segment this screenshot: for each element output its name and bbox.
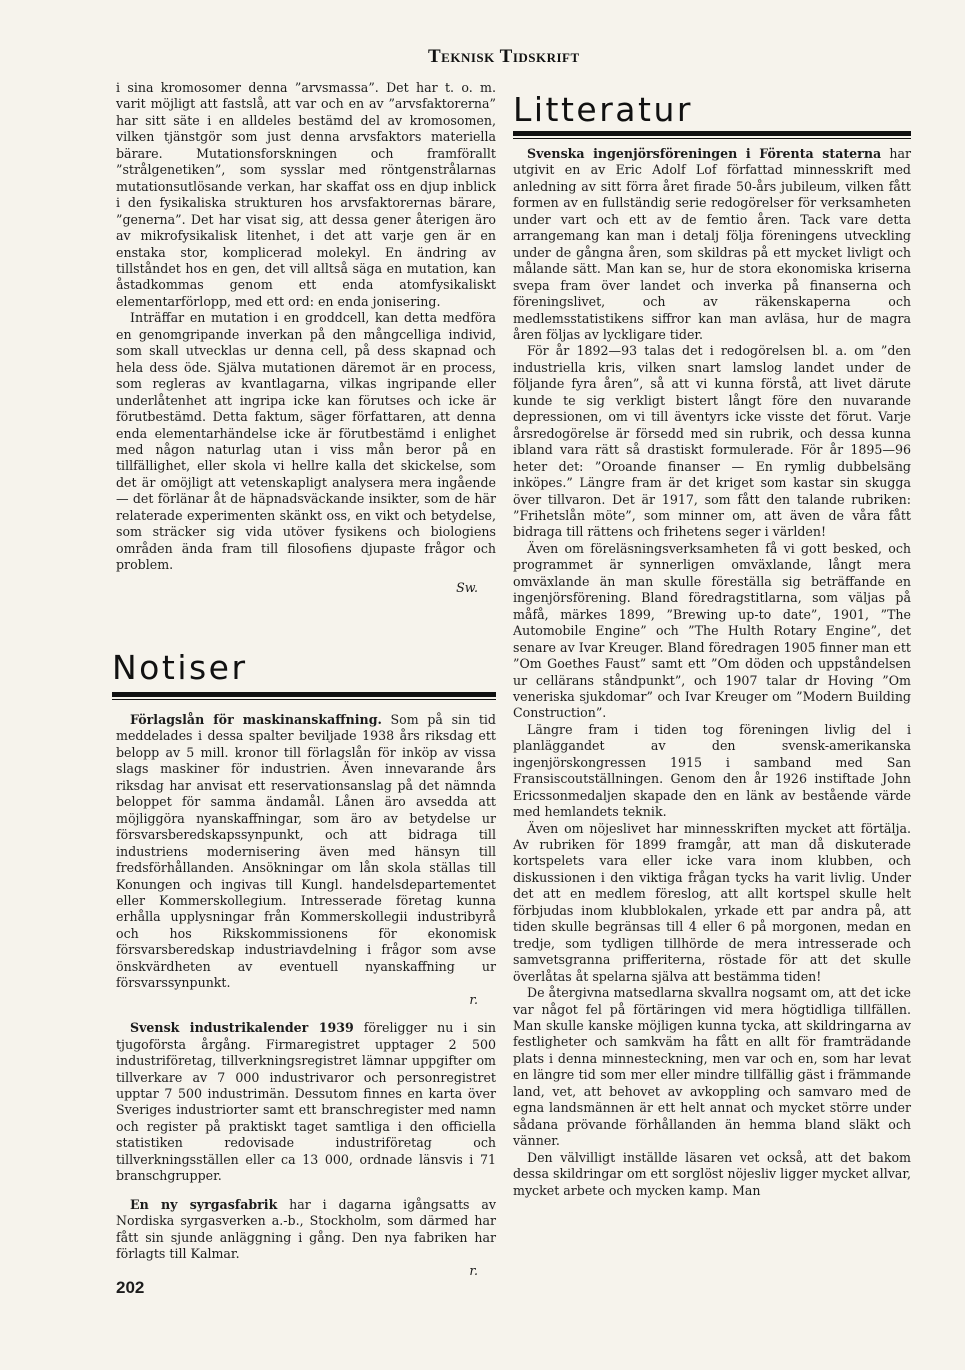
- review-paragraph: De återgivna matsedlarna skvallra nogsamt om, att det icke var något fel på förtäringen vid mera högtidliga tillfällen. Man skulle kanske möjligen kunna tycka, att skildringarna av festligheter och samkväm ha fått en allt för framträdande plats i denna minnesteckning, men var och en, som har levat en längre tid som mer eller mindre tillfällig gäst i främmande land, vet, att behovet av avkoppling och samvaro med de egna landsmännen är ett helt annat och mycket större under sådana prövande förhållanden än hemma bland släkt och vänner.: [513, 985, 911, 1149]
- article-paragraph: Inträffar en mutation i en groddcell, kan detta medföra en genomgripande inverkan på den mångcelliga individ, som skall utvecklas ur denna cell, på dess skapnad och hela dess öde. Själva mutationen däremot är en process, som regleras av kvantlagarna, vilkas ingripande eller underlåtenhet att ingripa icke kan förutses och icke är förutbestämd. Detta faktum, säger författaren, att denna enda elementarhändelse icke är förutbestämd i enlighet med någon naturlag utan i viss mån beror på en tillfällighet, eller skola vi hellre kalla det skickelse, som det är omöjligt att vetenskapligt analysera mera ingående — det förlänar åt de häpnadsväckande insikter, som de här relaterade experimenten skänkt oss, en vikt och betydelse, som sträcker sig vida utöver fysikens och biologiens områden ända fram till filosofiens djupaste frågor och problem.: [116, 310, 496, 573]
- review-body: har utgivit en av Eric Adolf Lof författad minnesskrift med anledning av sitt förra året firade 50-års jubileum, vilken fått formen av en fullständig serie redogörelser för verksamheten under vart och ett av de femtio åren. Tack vare detta arrangemang kan man i detalj följa föreningens utveckling under de gångna åren, som skildras på ett mycket livligt och målande sätt. Man kan se, hur de stora ekonomiska kriserna svepa fram över landet och inverka på finanserna och föreningslivet, och av räkenskaperna och medlemsstatistikens siffror kan man avläsa, hur de magra åren följas av lyckligare tider.: [513, 146, 911, 342]
- notiser-column: [116, 712, 496, 1279]
- left-column: [116, 80, 496, 596]
- page-number: 202: [116, 1278, 145, 1297]
- review-paragraph: [513, 146, 911, 343]
- notis-item: [116, 712, 496, 992]
- notis-lead: Svensk industrikalender 1939: [130, 1020, 354, 1036]
- review-lead: Svenska ingenjörsföreningen i Förenta staterna: [527, 146, 882, 161]
- litteratur-rule: [513, 131, 911, 136]
- article-paragraph: i sina kromosomer denna ”arvsmassa”. Det har t. o. m. varit möjligt att fastslå, att var och en av ”arvsfaktorerna” har sitt säte i en alldeles bestämd del av kromosomen, vilken tjänstgör som just denna arvsfaktors materiella bärare. Mutationsforskningen och framförallt ”strålgenetiken”, som sysslar med röntgenstrålarnas mutationsutlösande verkan, har skaffat oss en djup inblick i den fysikaliska strukturen hos arvsfaktorernas bärare, ”generna”. Det har visat sig, att dessa gener återigen äro av mikrofysikalisk litenhet, i det att varje gen är en enstaka stor, komplicerad molekyl. En ändring av tillståndet hos en gen, det vill alltså säga en mutation, kan åstadkommas genom ett enda atomfysikaliskt elementarförlopp, med ett ord: en enda jonisering.: [116, 80, 496, 309]
- review-paragraph: För år 1892—93 talas det i redogörelsen bl. a. om ”den industriella kris, vilken snart lamslog landet under de följande fyra åren”, så att vi kunna förstå, att livet därute kunde te sig verkligt bistert långt före den nuvarande depressionen, om vi till äventyrs icke visste det förut. Varje årsredogörelse är försedd med sin rubrik, och dessa kunna ibland vara rätt så drastiskt formulerade. För år 1895—96 heter det: ”Oroande finanser — En rymlig dubbelsäng inköpes.” Längre fram är det kriget som kastar sin skugga över tillvaron. Det är 1917, som fått den talande rubriken: ”Frihetslån möte”, som minner om, att även de våra fått bidraga till rättens och frihetens seger i världen!: [513, 343, 911, 540]
- notis-signature: r.: [469, 991, 478, 1007]
- notis-signature: r.: [469, 1262, 478, 1278]
- notis-body: har i dagarna igångsatts av Nordiska syrgasverken a.-b., Stockholm, som därmed har fått sin sjunde anläggning i gång. Den nya fabriken har förlagts till Kalmar.: [116, 1196, 496, 1262]
- review-paragraph: Även om föreläsningsverksamheten få vi gott besked, och programmet är synnerligen omväxlande, långt mera omväxlande än man skulle föreställa sig beträffande en ingenjörsförening. Bland föredragstitlarna, som väljas på måfå, märkes 1899, ”Brewing up-to date”, 1901, ”The Automobile Engine” och ”The Hulth Rotary Engine”, det senare av Ivar Kreuger. Bland föredragen 1905 finner man ett ”Om Goethes Faust” samt ett ”Om döden och uppståndelsen ur cellärans ståndpunkt”, och 1907 talar dr Hoving ”Om veneriska sjukdomar” och Ivar Kreuger om ”Modern Building Construction”.: [513, 540, 911, 721]
- review-paragraph: Den välvilligt inställde läsaren vet också, att det bakom dessa skildringar om ett sorglöst nöjesliv ligger mycket allvar, mycket arbete och mycken kamp. Man: [513, 1149, 911, 1198]
- article-signature: Sw.: [456, 579, 478, 595]
- notis-item: [116, 1020, 496, 1185]
- notis-body: föreligger nu i sin tjugoförsta årgång. Firmaregistret upptager 2 500 industriföretag, tillverkningsregistret lämnar uppgifter om tillverkare av 7 000 industrivaror och personregistret upptar 7 500 industrimän. Dessutom finnes en karta över Sveriges industriorter samt ett branschregister med namn och register på praktiskt taget samtliga i den officiella statistiken redovisade industriföretag och tillverkningsställen eller ca 13 000, ordnade länsvis i 71 branschgrupper.: [116, 1020, 496, 1184]
- litteratur-rule-thin: [513, 138, 911, 139]
- masthead: Teknisk Tidskrift: [428, 46, 580, 67]
- review-paragraph: Även om nöjeslivet har minnesskriften mycket att förtälja. Av rubriken för 1899 framgår, att man då diskuterade kortspelets vara eller icke vara inom klubben, och diskussionen i den viktiga frågan tycks ha varit livlig. Under det att en medlem föreslog, att allt kortspel skulle helt förbjudas inom klubblokalen, yrkade ett par andra på, att tiden skulle begränsas till 4 eller 6 på morgonen, medan en tredje, som tydligen tillhörde de mera intresserade och samvetsgranna prifferiterna, röstade för att det skulle överlåtas åt spelarna själva att bestämma tiden!: [513, 820, 911, 984]
- notiser-rule: [112, 692, 496, 697]
- notis-item: [116, 1197, 496, 1263]
- right-column: [513, 146, 911, 1199]
- notis-body: Som på sin tid meddelades i dessa spalter beviljade 1938 års riksdag ett belopp av 5 mill. kronor till förlagslån för inköp av vissa slags maskiner för industrien. Även innevarande års riksdag har anvisat ett reservationsanslag på det nämnda beloppet för samma ändamål. Lånen äro avsedda att möjliggöra nyanskaffningar, som äro av betydelse ur försvarsberedskapssynpunkt, och att bidraga till industriens modernisering även med hänsyn till fredsförhållanden. Ansökningar om lån skola ställas till Konungen och ingivas till Kungl. handelsdepartementet eller Kommerskollegium. Intresserade företag kunna erhålla upplysningar från Kommerskollegii industribyrå och hos Rikskommissionens för ekonomisk försvarsberedskap industriavdelning i frågor som avse önskvärdheten av eventuell nyanskaffning ur försvarssynpunkt.: [116, 712, 496, 991]
- notis-lead: Förlagslån för maskinanskaffning.: [130, 712, 382, 727]
- litteratur-heading: Litteratur: [513, 90, 693, 129]
- notiser-heading: Notiser: [112, 648, 248, 687]
- notiser-rule-thin: [112, 699, 496, 700]
- notis-lead: En ny syrgasfabrik: [130, 1196, 278, 1212]
- review-paragraph: Längre fram i tiden tog föreningen livlig del i planläggandet av den svensk-amerikanska ingenjörskongressen 1915 i samband med San Fransiscoutställningen. Genom den år 1926 instiftade John Ericssonmedaljen skapade den en länk av bestående värde med hemlandets teknik.: [513, 721, 911, 820]
